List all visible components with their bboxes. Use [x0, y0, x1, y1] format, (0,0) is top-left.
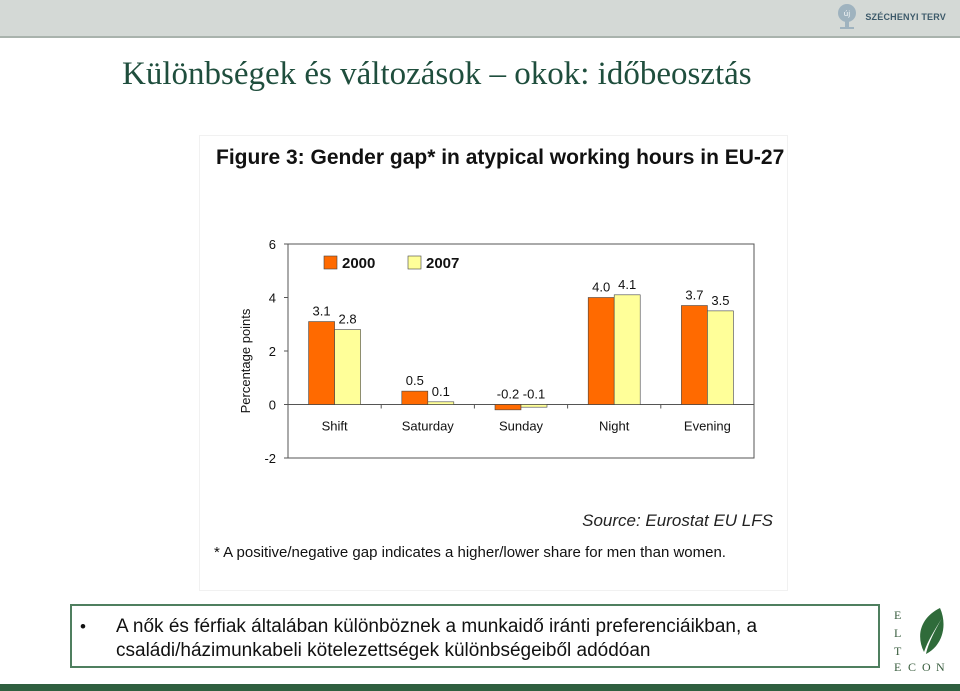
y-tick-label: 2: [268, 344, 276, 359]
data-label: -0.1: [522, 386, 546, 402]
szechenyi-logo-icon: [835, 3, 859, 31]
bar-evening-2007: [707, 311, 733, 405]
legend-swatch-2007: [408, 256, 421, 269]
elte-letter: E: [894, 608, 903, 622]
elte-letter: N: [936, 660, 946, 674]
data-label: -0.2: [496, 386, 520, 402]
szechenyi-logo: [835, 3, 946, 31]
elte-letter: E: [894, 660, 903, 674]
elte-letter: T: [894, 644, 903, 658]
data-label: 4.1: [618, 276, 637, 292]
bar-sunday-2000: [495, 405, 521, 410]
legend-label: 2000: [342, 255, 376, 272]
data-label: 3.5: [711, 292, 730, 308]
y-tick-label: 6: [268, 237, 276, 252]
y-axis-label: Percentage points: [238, 308, 253, 414]
figure-title: Figure 3: Gender gap* in atypical working hours in EU-27: [216, 146, 785, 169]
data-label: 2.8: [338, 311, 357, 327]
brand-text: SZÉCHENYI TERV: [865, 12, 946, 22]
elte-letter: O: [922, 660, 932, 674]
bullet-dot: •: [80, 617, 86, 636]
bottom-bar: [0, 684, 960, 691]
y-tick-label: -2: [264, 451, 276, 466]
leaf-icon: [914, 606, 948, 656]
bar-saturday-2000: [402, 391, 428, 404]
data-label: 3.1: [312, 303, 331, 319]
data-label: 3.7: [685, 287, 704, 303]
y-tick-label: 0: [268, 397, 276, 413]
category-label: Shift: [321, 418, 348, 434]
figure-source: Source: Eurostat EU LFS: [582, 511, 773, 530]
bullet-box: [70, 604, 880, 668]
bar-shift-2007: [335, 330, 361, 405]
bar-night-2007: [614, 295, 640, 405]
bar-shift-2000: [309, 322, 335, 405]
legend-label: 2007: [426, 255, 460, 272]
top-bar-divider: [0, 36, 960, 38]
elte-econ-logo: [890, 604, 952, 676]
elte-letter: L: [894, 626, 903, 640]
elte-letter: C: [908, 660, 918, 674]
bar-night-2000: [588, 298, 614, 405]
bar-sunday-2007: [521, 405, 547, 408]
figure-panel: [200, 136, 787, 590]
data-label: 0.5: [405, 373, 424, 389]
slide-title: Különbségek és változások – okok: időbeosztás: [122, 56, 752, 92]
figure-footnote: * A positive/negative gap indicates a higher/lower share for men than women.: [214, 544, 726, 561]
category-label: Evening: [683, 418, 731, 434]
y-tick-label: 4: [268, 290, 276, 306]
category-label: Night: [599, 418, 630, 434]
bar-saturday-2007: [428, 402, 454, 405]
svg-text:új: új: [844, 10, 851, 18]
data-label: 0.1: [431, 383, 450, 399]
data-label: 4.0: [592, 279, 611, 295]
legend-swatch-2000: [324, 256, 337, 269]
category-label: Sunday: [498, 418, 544, 434]
category-label: Saturday: [401, 418, 454, 434]
bullet-text: A nők és férfiak általában különböznek a munkaidő iránti preferenciáikban, a családi/házimunkabeli kötelezettségek különbségeiből adódóan: [116, 616, 758, 661]
top-bar: [0, 0, 960, 36]
bar-evening-2000: [681, 306, 707, 405]
